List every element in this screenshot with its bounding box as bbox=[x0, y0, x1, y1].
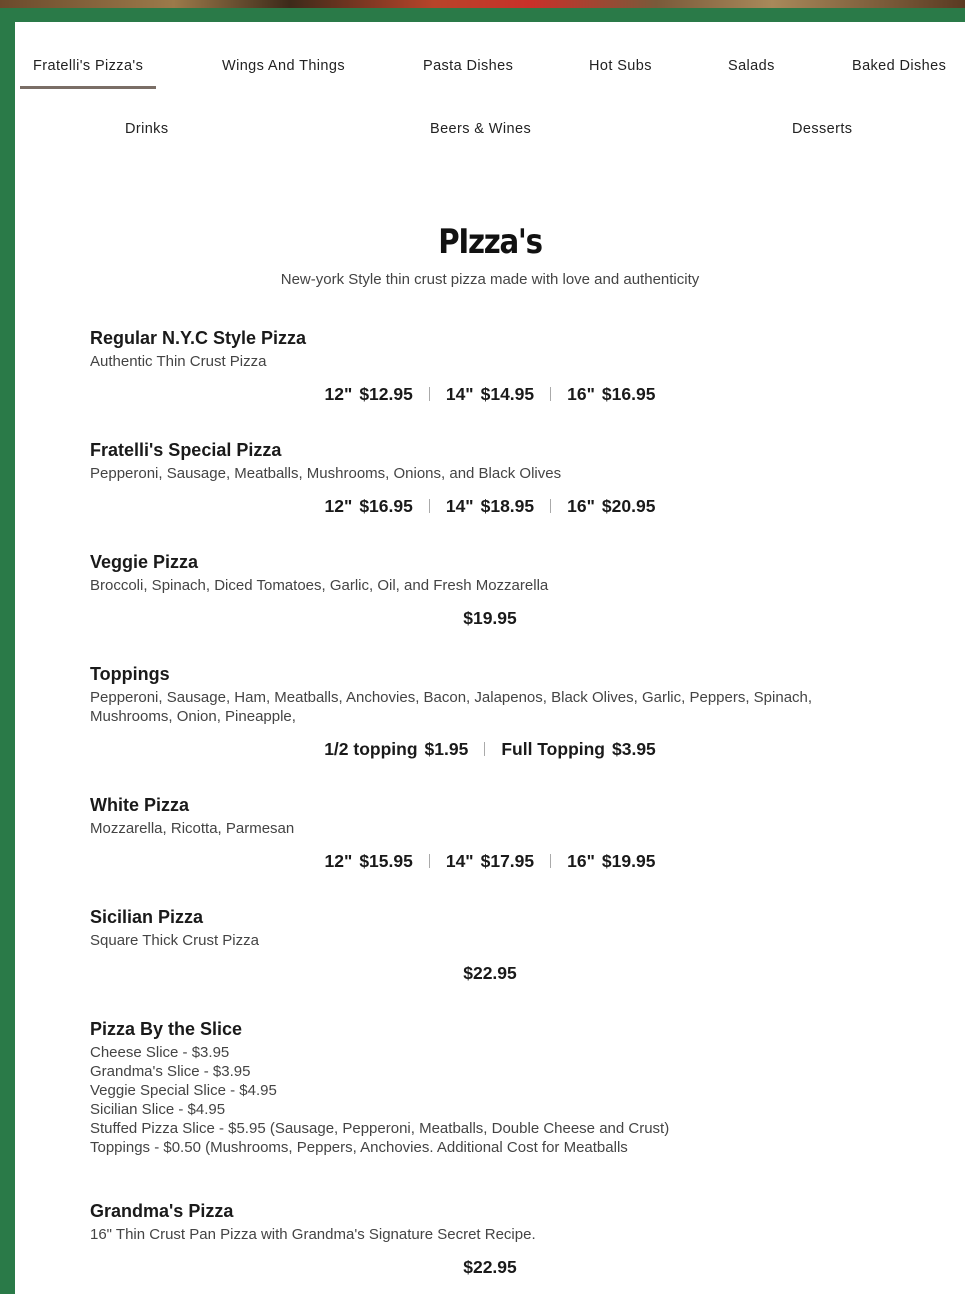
item-description: Pepperoni, Sausage, Meatballs, Mushrooms, Onions, and Black Olives bbox=[90, 465, 562, 482]
price-row bbox=[15, 962, 965, 984]
price-row bbox=[15, 383, 965, 405]
price-option: 16" $16.95 bbox=[567, 383, 656, 404]
slice-line: Toppings - $0.50 (Mushrooms, Peppers, Anchovies. Additional Cost for Meatballs bbox=[90, 1139, 628, 1156]
slice-line: Veggie Special Slice - $4.95 bbox=[90, 1082, 277, 1099]
price-option: 14" $18.95 bbox=[445, 495, 535, 516]
price-option: $22.95 bbox=[463, 962, 517, 983]
hero-image-strip bbox=[0, 0, 965, 8]
price-divider bbox=[550, 499, 551, 513]
price-option: $19.95 bbox=[463, 607, 517, 628]
section-subtitle: New-york Style thin crust pizza made with love and authenticity bbox=[280, 271, 700, 288]
menu-item-fratellis-special bbox=[90, 439, 890, 516]
tab-fratellis-pizzas[interactable]: Fratelli's Pizza's bbox=[20, 56, 156, 89]
price-divider bbox=[429, 854, 430, 868]
item-description: Authentic Thin Crust Pizza bbox=[90, 353, 267, 370]
menu-item-veggie-pizza bbox=[90, 551, 890, 628]
price-option: 16" $20.95 bbox=[567, 495, 656, 516]
item-name: Regular N.Y.C Style Pizza bbox=[90, 328, 307, 348]
price-option: 14" $17.95 bbox=[445, 850, 535, 871]
menu-item-toppings bbox=[90, 663, 890, 759]
price-option: 16" $19.95 bbox=[567, 850, 656, 871]
menu-tabs-row-2 bbox=[15, 119, 965, 143]
price-option: 1/2 topping $1.95 bbox=[324, 738, 469, 759]
item-description: Pepperoni, Sausage, Ham, Meatballs, Anchovies, Bacon, Jalapenos, Black Olives, Garlic, Peppers, Spinach, Mushrooms, Onion, Pineapple, bbox=[90, 689, 813, 725]
price-option: 14" $14.95 bbox=[445, 383, 535, 404]
item-description: Square Thick Crust Pizza bbox=[90, 932, 259, 949]
item-description: Mozzarella, Ricotta, Parmesan bbox=[90, 820, 295, 837]
menu-item-grandmas-pizza bbox=[90, 1200, 890, 1277]
tab-salads[interactable]: Salads bbox=[728, 58, 775, 74]
price-row bbox=[15, 1256, 965, 1278]
menu-tabs-row-1 bbox=[20, 56, 965, 88]
tab-hot-subs[interactable]: Hot Subs bbox=[589, 58, 652, 74]
item-name: Veggie Pizza bbox=[90, 552, 199, 572]
price-divider bbox=[429, 387, 430, 401]
price-option: 12" $12.95 bbox=[324, 383, 413, 404]
item-description: Broccoli, Spinach, Diced Tomatoes, Garlic, Oil, and Fresh Mozzarella bbox=[90, 577, 549, 594]
item-name: Sicilian Pizza bbox=[90, 907, 204, 927]
tab-beers-and-wines[interactable]: Beers & Wines bbox=[430, 121, 532, 137]
price-row bbox=[15, 607, 965, 629]
price-divider bbox=[550, 387, 551, 401]
slice-list bbox=[90, 1043, 890, 1157]
slice-line: Cheese Slice - $3.95 bbox=[90, 1044, 230, 1061]
slice-line: Sicilian Slice - $4.95 bbox=[90, 1101, 226, 1118]
price-option: Full Topping $3.95 bbox=[501, 738, 656, 759]
price-divider bbox=[484, 742, 485, 756]
item-name: Pizza By the Slice bbox=[90, 1019, 243, 1039]
item-description: 16" Thin Crust Pan Pizza with Grandma's Signature Secret Recipe. bbox=[90, 1226, 536, 1243]
menu-item-sicilian-pizza bbox=[90, 906, 890, 983]
price-option: $22.95 bbox=[463, 1256, 517, 1277]
price-row bbox=[15, 738, 965, 760]
price-row bbox=[15, 495, 965, 517]
tab-drinks[interactable]: Drinks bbox=[125, 121, 169, 137]
menu-panel bbox=[15, 22, 965, 1294]
price-row bbox=[15, 850, 965, 872]
menu-item-pizza-by-slice bbox=[90, 1018, 890, 1157]
tab-pasta-dishes[interactable]: Pasta Dishes bbox=[423, 58, 514, 74]
menu-item-regular-nyc bbox=[90, 327, 890, 404]
item-name: Toppings bbox=[90, 664, 170, 684]
price-option: 12" $16.95 bbox=[324, 495, 413, 516]
tab-wings-and-things[interactable]: Wings And Things bbox=[222, 58, 346, 74]
tab-baked-dishes[interactable]: Baked Dishes bbox=[852, 58, 947, 74]
menu-item-white-pizza bbox=[90, 794, 890, 871]
item-name: White Pizza bbox=[90, 795, 190, 815]
item-name: Grandma's Pizza bbox=[90, 1201, 234, 1221]
price-option: 12" $15.95 bbox=[324, 850, 413, 871]
section-title: PIzza's bbox=[438, 222, 542, 262]
slice-line: Stuffed Pizza Slice - $5.95 (Sausage, Pepperoni, Meatballs, Double Cheese and Crust) bbox=[90, 1120, 670, 1137]
item-name: Fratelli's Special Pizza bbox=[90, 440, 282, 460]
slice-line: Grandma's Slice - $3.95 bbox=[90, 1063, 251, 1080]
price-divider bbox=[550, 854, 551, 868]
tab-desserts[interactable]: Desserts bbox=[792, 121, 853, 137]
price-divider bbox=[429, 499, 430, 513]
